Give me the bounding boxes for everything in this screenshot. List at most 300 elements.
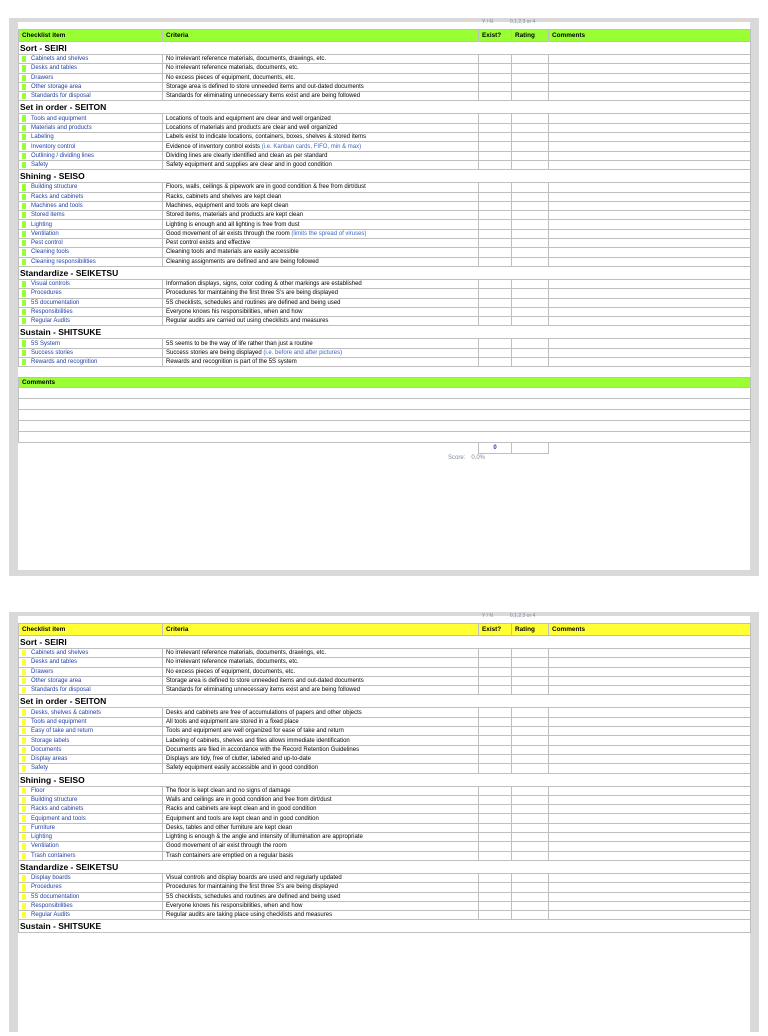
exist-input-cell[interactable] (479, 151, 512, 160)
checklist-grid (18, 29, 751, 367)
checklist-row (19, 745, 751, 754)
item-color-marker (22, 815, 26, 821)
item-color-marker (22, 350, 26, 356)
rating-input-cell[interactable] (512, 220, 549, 229)
checklist-row (19, 686, 751, 695)
comment-input-cell[interactable] (549, 73, 751, 82)
exist-input-cell[interactable] (479, 114, 512, 123)
item-label: Display boards (31, 875, 71, 882)
comment-input-cell[interactable] (549, 736, 751, 745)
item-color-marker (22, 134, 26, 140)
comment-line[interactable] (19, 399, 751, 410)
exist-input-cell[interactable] (479, 873, 512, 882)
rating-input-cell[interactable] (512, 764, 549, 773)
exist-input-cell[interactable] (479, 649, 512, 658)
exist-input-cell[interactable] (479, 851, 512, 860)
criteria-text: Documents are filed in accordance with the Record Retention Guidelines (166, 746, 360, 753)
comment-input-cell[interactable] (549, 151, 751, 160)
item-label: Visual controls (31, 281, 70, 288)
checklist-row (19, 339, 751, 348)
exist-input-cell[interactable] (479, 736, 512, 745)
comment-input-cell[interactable] (549, 358, 751, 367)
criteria-cell (163, 229, 479, 238)
rating-input-cell[interactable] (512, 901, 549, 910)
criteria-text: Everyone knows his responsibilities, when and how (166, 902, 303, 909)
checklist-row (19, 833, 751, 842)
exist-input-cell[interactable] (479, 211, 512, 220)
comment-input-cell[interactable] (549, 764, 751, 773)
item-color-marker (22, 240, 26, 246)
item-color-marker (22, 359, 26, 365)
comment-input-cell[interactable] (549, 842, 751, 851)
column-header-rating: Rating (512, 30, 549, 42)
criteria-text: Labels exist to indicate locations, containers, boxes, shelves & stored items (166, 134, 367, 141)
rating-input-cell[interactable] (512, 842, 549, 851)
rating-scale-note: 0,1,2,3 or 4 (510, 19, 536, 25)
checklist-row (19, 892, 751, 901)
checklist-row (19, 239, 751, 248)
rating-input-cell[interactable] (512, 833, 549, 842)
criteria-text: Storage area is defined to store unneeded items and out-dated documents (166, 84, 364, 91)
exist-input-cell[interactable] (479, 55, 512, 64)
rating-input-cell[interactable] (512, 317, 549, 326)
criteria-cell (163, 823, 479, 832)
exist-input-cell[interactable] (479, 317, 512, 326)
exist-input-cell[interactable] (479, 823, 512, 832)
exist-input-cell[interactable] (479, 220, 512, 229)
criteria-text: Safety equipment and supplies are clear and in good condition (166, 162, 332, 169)
criteria-text: All tools and equipment are stored in a fixed place (166, 718, 299, 725)
rating-input-cell[interactable] (512, 805, 549, 814)
criteria-cell (163, 183, 479, 192)
criteria-cell (163, 786, 479, 795)
exist-input-cell[interactable] (479, 717, 512, 726)
score-line (448, 455, 751, 461)
exist-input-cell[interactable] (479, 239, 512, 248)
rating-input-cell[interactable] (512, 201, 549, 210)
rating-input-cell[interactable] (512, 795, 549, 804)
checklist-row (19, 873, 751, 882)
rating-input-cell[interactable] (512, 73, 549, 82)
exist-input-cell[interactable] (479, 248, 512, 257)
criteria-cell (163, 201, 479, 210)
rating-input-cell[interactable] (512, 82, 549, 91)
comment-input-cell[interactable] (549, 911, 751, 920)
checklist-row (19, 805, 751, 814)
comment-line[interactable] (19, 432, 751, 443)
criteria-text: 5S checklists, schedules and routines are defined and being used (166, 299, 341, 306)
item-color-marker (22, 249, 26, 255)
rating-input-cell[interactable] (512, 823, 549, 832)
column-header-criteria: Criteria (163, 30, 479, 42)
checklist-item (19, 55, 163, 64)
criteria-cell (163, 358, 479, 367)
item-color-marker (22, 806, 26, 812)
rating-input-cell[interactable] (512, 151, 549, 160)
rating-input-cell[interactable] (512, 92, 549, 101)
comment-input-cell[interactable] (549, 298, 751, 307)
rating-input-cell[interactable] (512, 279, 549, 288)
exist-input-cell[interactable] (479, 142, 512, 151)
section-title: Standardize - SEIKETSU (19, 266, 751, 279)
rating-input-cell[interactable] (512, 229, 549, 238)
total-spacer-criteria (163, 443, 479, 454)
comment-input-cell[interactable] (549, 873, 751, 882)
item-color-marker (22, 834, 26, 840)
checklist-row (19, 764, 751, 773)
item-label: Procedures (31, 290, 62, 297)
checklist-item (19, 814, 163, 823)
item-color-marker (22, 719, 26, 725)
rating-input-cell[interactable] (512, 911, 549, 920)
comment-input-cell[interactable] (549, 883, 751, 892)
rating-input-cell[interactable] (512, 717, 549, 726)
checklist-item (19, 842, 163, 851)
comment-line[interactable] (19, 410, 751, 421)
comment-input-cell[interactable] (549, 727, 751, 736)
rating-scale-note: 0,1,2,3 or 4 (510, 613, 536, 619)
rating-input-cell[interactable] (512, 114, 549, 123)
checklist-row (19, 114, 751, 123)
item-color-marker (22, 894, 26, 900)
exist-input-cell[interactable] (479, 786, 512, 795)
item-label: Cleaning responsibilities (31, 258, 96, 265)
item-label: Materials and products (31, 124, 92, 131)
item-color-marker (22, 162, 26, 168)
item-label: Standards for disposal (31, 93, 91, 100)
comment-input-cell[interactable] (549, 676, 751, 685)
exist-input-cell[interactable] (479, 92, 512, 101)
rating-input-cell[interactable] (512, 686, 549, 695)
exist-input-cell[interactable] (479, 842, 512, 851)
rating-input-cell[interactable] (512, 736, 549, 745)
checklist-row (19, 123, 751, 132)
comment-input-cell[interactable] (549, 64, 751, 73)
item-label: Other storage area (31, 84, 82, 91)
criteria-cell (163, 686, 479, 695)
rating-input-cell[interactable] (512, 851, 549, 860)
exist-input-cell[interactable] (479, 339, 512, 348)
exist-input-cell[interactable] (479, 279, 512, 288)
comment-input-cell[interactable] (549, 211, 751, 220)
comment-input-cell[interactable] (549, 649, 751, 658)
comment-input-cell[interactable] (549, 55, 751, 64)
exist-input-cell[interactable] (479, 686, 512, 695)
checklist-row (19, 676, 751, 685)
checklist-row (19, 92, 751, 101)
checklist-row (19, 82, 751, 91)
criteria-cell (163, 795, 479, 804)
rating-input-cell[interactable] (512, 745, 549, 754)
rating-input-cell[interactable] (512, 192, 549, 201)
comment-line[interactable] (19, 421, 751, 432)
comment-input-cell[interactable] (549, 257, 751, 266)
criteria-text: Equipment and tools are kept clean and in good condition (166, 815, 319, 822)
item-label: Procedures (31, 884, 62, 891)
criteria-text: No irrelevant reference materials, documents, drawings, etc. (166, 56, 327, 63)
criteria-text: Cleaning assignments are defined and are being followed (166, 258, 319, 265)
comment-input-cell[interactable] (549, 667, 751, 676)
item-color-marker (22, 281, 26, 287)
comment-input-cell[interactable] (549, 201, 751, 210)
exist-input-cell[interactable] (479, 289, 512, 298)
checklist-item (19, 795, 163, 804)
criteria-cell (163, 658, 479, 667)
comment-input-cell[interactable] (549, 717, 751, 726)
criteria-cell (163, 873, 479, 882)
rating-input-cell[interactable] (512, 892, 549, 901)
item-color-marker (22, 84, 26, 90)
comment-input-cell[interactable] (549, 795, 751, 804)
rating-input-cell[interactable] (512, 658, 549, 667)
comment-input-cell[interactable] (549, 142, 751, 151)
rating-input-cell[interactable] (512, 142, 549, 151)
rating-input-cell[interactable] (512, 667, 549, 676)
item-color-marker (22, 903, 26, 909)
criteria-text: The floor is kept clean and no signs of damage (166, 787, 291, 794)
criteria-text: Trash containers are emptied on a regular basis (166, 852, 294, 859)
exist-input-cell[interactable] (479, 833, 512, 842)
checklist-row (19, 211, 751, 220)
criteria-text: Procedures for maintaining the first three S's are being displayed (166, 290, 338, 297)
checklist-item (19, 142, 163, 151)
comment-input-cell[interactable] (549, 892, 751, 901)
exist-input-cell[interactable] (479, 667, 512, 676)
item-color-marker (22, 788, 26, 794)
item-label: Outlining / dividing lines (31, 152, 95, 159)
exist-input-cell[interactable] (479, 82, 512, 91)
rating-input-cell[interactable] (512, 358, 549, 367)
rating-input-cell[interactable] (512, 708, 549, 717)
rating-input-cell[interactable] (512, 727, 549, 736)
item-label: 5S documentation (31, 299, 80, 306)
checklist-item (19, 114, 163, 123)
comment-input-cell[interactable] (549, 160, 751, 169)
checklist-row (19, 298, 751, 307)
exist-input-cell[interactable] (479, 727, 512, 736)
section-row (19, 920, 751, 933)
comment-line[interactable] (19, 388, 751, 399)
criteria-cell (163, 151, 479, 160)
comment-input-cell[interactable] (549, 833, 751, 842)
rating-input-cell[interactable] (512, 257, 549, 266)
rating-total (512, 443, 549, 454)
section-title: Sort - SEIRI (19, 42, 751, 55)
rating-input-cell[interactable] (512, 676, 549, 685)
comment-input-cell[interactable] (549, 183, 751, 192)
rating-input-cell[interactable] (512, 814, 549, 823)
comment-input-cell[interactable] (549, 307, 751, 316)
item-color-marker (22, 687, 26, 693)
rating-input-cell[interactable] (512, 248, 549, 257)
checklist-row (19, 851, 751, 860)
comment-input-cell[interactable] (549, 754, 751, 763)
rating-input-cell[interactable] (512, 55, 549, 64)
exist-input-cell[interactable] (479, 73, 512, 82)
rating-input-cell[interactable] (512, 160, 549, 169)
comment-input-cell[interactable] (549, 901, 751, 910)
exist-input-cell[interactable] (479, 658, 512, 667)
column-header-item: Checklist item (19, 624, 163, 636)
checklist-row (19, 842, 751, 851)
exist-input-cell[interactable] (479, 183, 512, 192)
comment-input-cell[interactable] (549, 248, 751, 257)
checklist-item (19, 279, 163, 288)
criteria-cell (163, 239, 479, 248)
exist-input-cell[interactable] (479, 229, 512, 238)
rating-input-cell[interactable] (512, 649, 549, 658)
exist-input-cell[interactable] (479, 892, 512, 901)
rating-input-cell[interactable] (512, 883, 549, 892)
checklist-item (19, 754, 163, 763)
exist-input-cell[interactable] (479, 754, 512, 763)
checklist-item (19, 883, 163, 892)
comment-input-cell[interactable] (549, 192, 751, 201)
rating-input-cell[interactable] (512, 183, 549, 192)
checklist-item (19, 676, 163, 685)
exist-input-cell[interactable] (479, 795, 512, 804)
comment-input-cell[interactable] (549, 814, 751, 823)
comment-input-cell[interactable] (549, 348, 751, 357)
total-spacer-item (19, 443, 163, 454)
rating-input-cell[interactable] (512, 64, 549, 73)
checklist-row (19, 717, 751, 726)
criteria-text: Racks and cabinets are kept clean and in good condition (166, 806, 317, 813)
checklist-row (19, 795, 751, 804)
exist-input-cell[interactable] (479, 901, 512, 910)
criteria-text: Pest control exists and effective (166, 240, 251, 247)
comment-input-cell[interactable] (549, 823, 751, 832)
comment-input-cell[interactable] (549, 123, 751, 132)
exist-input-cell[interactable] (479, 358, 512, 367)
comment-input-cell[interactable] (549, 851, 751, 860)
criteria-text: Lighting is enough and all lighting is free from dust (166, 221, 300, 228)
comment-input-cell[interactable] (549, 289, 751, 298)
criteria-cell (163, 833, 479, 842)
exist-input-cell[interactable] (479, 814, 512, 823)
exist-input-cell[interactable] (479, 257, 512, 266)
comment-input-cell[interactable] (549, 92, 751, 101)
section-row (19, 773, 751, 786)
checklist-table-2 (18, 623, 751, 933)
checklist-item (19, 649, 163, 658)
checklist-row (19, 289, 751, 298)
item-label: Trash containers (31, 852, 76, 859)
comment-input-cell[interactable] (549, 786, 751, 795)
item-color-marker (22, 825, 26, 831)
checklist-item (19, 257, 163, 266)
rating-input-cell[interactable] (512, 307, 549, 316)
item-color-marker (22, 231, 26, 237)
comment-input-cell[interactable] (549, 658, 751, 667)
item-color-marker (22, 203, 26, 209)
section-row (19, 636, 751, 649)
checklist-item (19, 317, 163, 326)
checklist-row (19, 64, 751, 73)
comment-input-cell[interactable] (549, 708, 751, 717)
item-label: Building structure (31, 184, 78, 191)
criteria-text: Machines, equipment and tools are kept clean (166, 203, 289, 209)
rating-input-cell[interactable] (512, 289, 549, 298)
comment-input-cell[interactable] (549, 239, 751, 248)
exist-input-cell[interactable] (479, 911, 512, 920)
checklist-item (19, 358, 163, 367)
criteria-text: Good movement of air exists through the room (166, 230, 292, 237)
comment-input-cell[interactable] (549, 686, 751, 695)
checklist-row (19, 823, 751, 832)
score-value: 0.0% (471, 455, 486, 462)
exist-input-cell[interactable] (479, 123, 512, 132)
rating-input-cell[interactable] (512, 133, 549, 142)
comment-input-cell[interactable] (549, 317, 751, 326)
exist-input-cell[interactable] (479, 676, 512, 685)
checklist-item (19, 805, 163, 814)
exist-input-cell[interactable] (479, 883, 512, 892)
criteria-text: Tools and equipment are well organized for ease of take and return (166, 728, 344, 735)
checklist-row (19, 55, 751, 64)
item-label: Drawers (31, 74, 54, 81)
exist-input-cell[interactable] (479, 201, 512, 210)
checklist-item (19, 229, 163, 238)
exist-input-cell[interactable] (479, 745, 512, 754)
exist-input-cell[interactable] (479, 160, 512, 169)
comment-input-cell[interactable] (549, 805, 751, 814)
comment-input-cell[interactable] (549, 133, 751, 142)
criteria-text: Good movement of air exist through the room (166, 843, 287, 850)
criteria-text: Success stories are being displayed (166, 349, 264, 356)
criteria-text: Desks, tables and other furniture are kept clean (166, 824, 293, 831)
criteria-cell (163, 883, 479, 892)
comment-input-cell[interactable] (549, 220, 751, 229)
rating-input-cell[interactable] (512, 348, 549, 357)
item-label: Regular Audits (31, 912, 71, 919)
comment-input-cell[interactable] (549, 745, 751, 754)
exist-input-cell[interactable] (479, 192, 512, 201)
exist-input-cell[interactable] (479, 64, 512, 73)
rating-input-cell[interactable] (512, 123, 549, 132)
rating-input-cell[interactable] (512, 873, 549, 882)
comment-input-cell[interactable] (549, 279, 751, 288)
criteria-cell (163, 339, 479, 348)
rating-input-cell[interactable] (512, 754, 549, 763)
rating-input-cell[interactable] (512, 211, 549, 220)
exist-input-cell[interactable] (479, 348, 512, 357)
criteria-cell (163, 257, 479, 266)
item-color-marker (22, 912, 26, 918)
exist-input-cell[interactable] (479, 298, 512, 307)
exist-input-cell[interactable] (479, 764, 512, 773)
criteria-text: Walls and ceilings are in good condition and free from dirt/dust (166, 797, 332, 803)
exist-input-cell[interactable] (479, 805, 512, 814)
exist-input-cell[interactable] (479, 133, 512, 142)
checklist-row (19, 708, 751, 717)
column-header-exist: Exist? (479, 624, 512, 636)
comment-input-cell[interactable] (549, 229, 751, 238)
exist-input-cell[interactable] (479, 307, 512, 316)
rating-input-cell[interactable] (512, 786, 549, 795)
item-label: Racks and cabinets (31, 193, 84, 200)
column-header-comments: Comments (549, 30, 751, 42)
criteria-text: No irrelevant reference materials, documents, etc. (166, 659, 299, 666)
comment-input-cell[interactable] (549, 339, 751, 348)
checklist-item (19, 339, 163, 348)
comment-input-cell[interactable] (549, 114, 751, 123)
exist-input-cell[interactable] (479, 708, 512, 717)
rating-input-cell[interactable] (512, 339, 549, 348)
comment-input-cell[interactable] (549, 82, 751, 91)
rating-input-cell[interactable] (512, 239, 549, 248)
rating-input-cell[interactable] (512, 298, 549, 307)
